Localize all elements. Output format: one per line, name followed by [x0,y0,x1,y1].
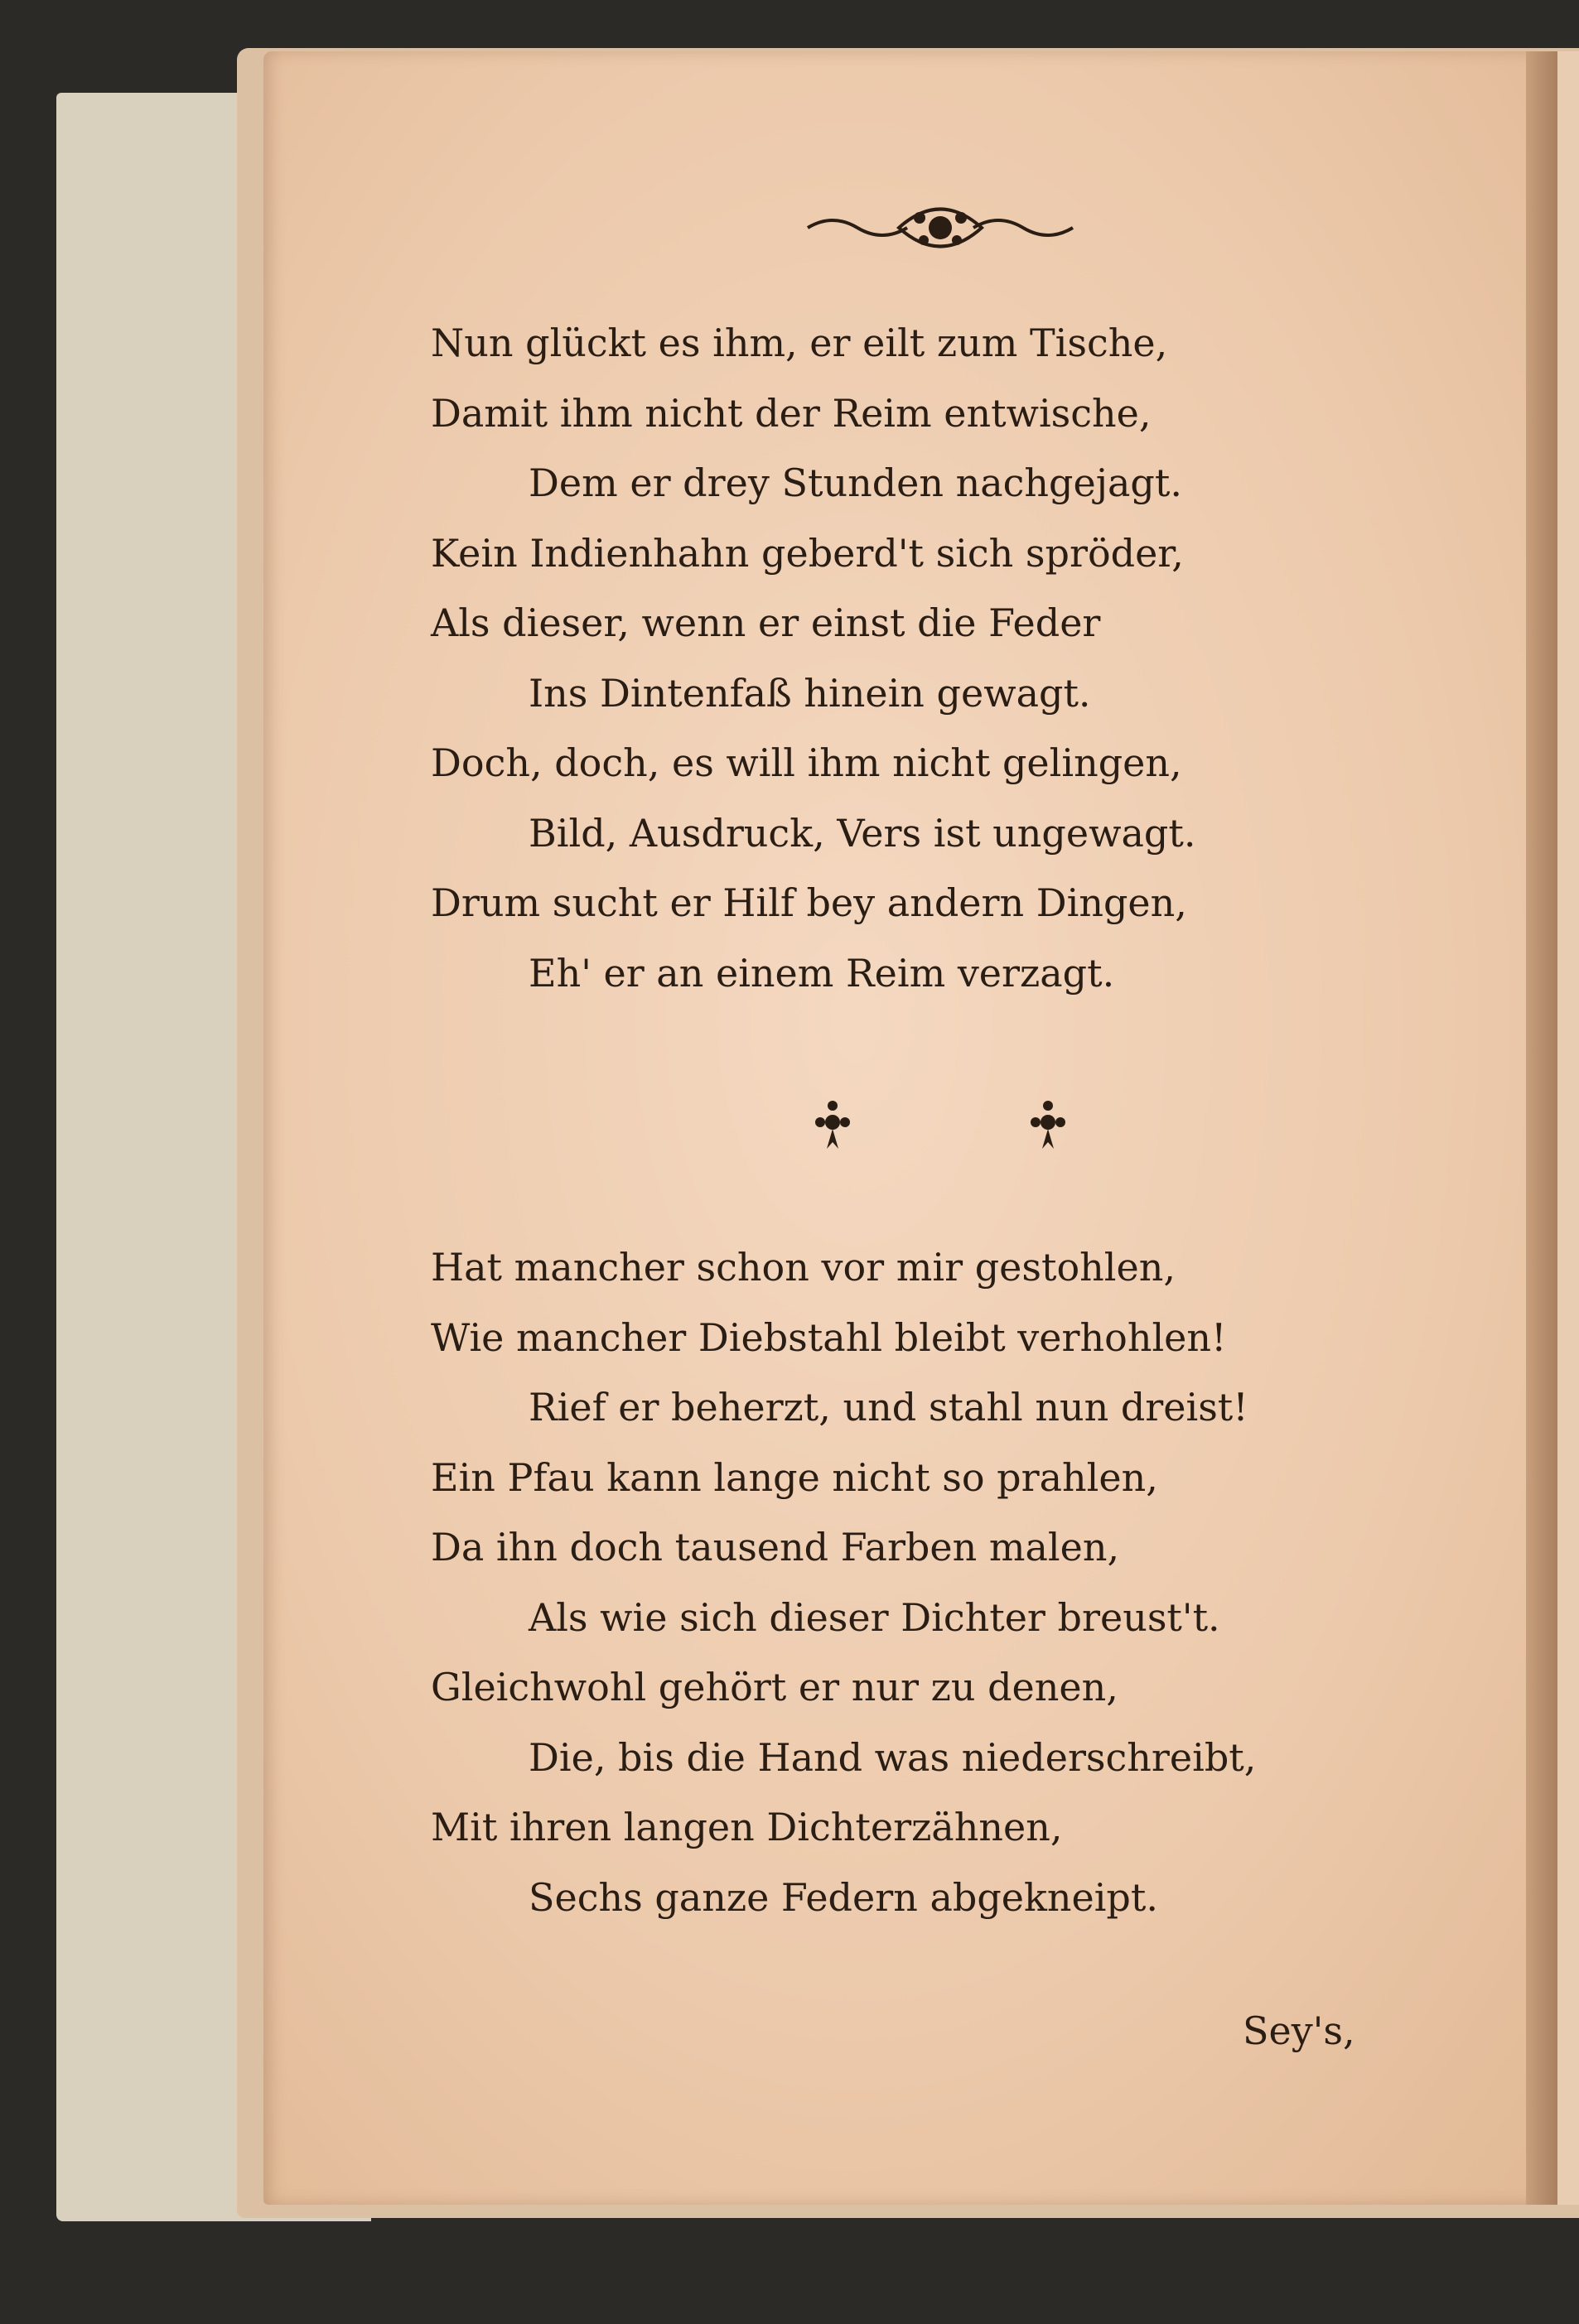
verse-line: Drum sucht er Hilf bey andern Dingen, [431,880,1187,925]
verse-line: Nun glückt es ihm, er eilt zum Tische, [431,321,1168,365]
verse-line: Rief er beherzt, und stahl nun dreist! [529,1385,1248,1430]
catchword: Sey's, [1243,2008,1355,2053]
stanza-2 [431,1232,1383,1932]
verse-line: Sechs ganze Federn abgekneipt. [529,1874,1158,1920]
verse-line: Bild, Ausdruck, Vers ist ungewagt. [529,810,1196,856]
verse-line: Als wie sich dieser Dichter breust't. [529,1594,1220,1640]
floral-headpiece-ornament [799,195,1081,261]
verse-line: Ins Dintenfaß hinein gewagt. [529,670,1091,716]
stanza-1 [431,308,1383,1008]
verse-line: Eh' er an einem Reim verzagt. [529,950,1115,996]
fleuron-ornament [795,1089,1085,1155]
verse-line: Mit ihren langen Dichterzähnen, [431,1805,1063,1849]
verse-line: Kein Indienhahn geberd't sich spröder, [431,530,1184,576]
facing-page-edge [1557,51,1579,2205]
verse-line: Als dieser, wenn er einst die Feder [431,600,1101,645]
verse-line: Da ihn doch tausend Farben malen, [431,1525,1120,1569]
verse-line: Gleichwohl gehört er nur zu denen, [431,1665,1118,1709]
verse-line: Hat mancher schon vor mir gestohlen, [431,1245,1176,1290]
verse-line: Ein Pfau kann lange nicht so prahlen, [431,1454,1158,1500]
verse-line: Damit ihm nicht der Reim entwische, [431,390,1152,436]
verse-line: Dem er drey Stunden nachgejagt. [529,460,1182,505]
verse-line: Doch, doch, es will ihm nicht gelingen, [431,740,1182,785]
verse-line: Die, bis die Hand was niederschreibt, [529,1734,1257,1780]
verse-line: Wie mancher Diebstahl bleibt verhohlen! [431,1314,1227,1360]
